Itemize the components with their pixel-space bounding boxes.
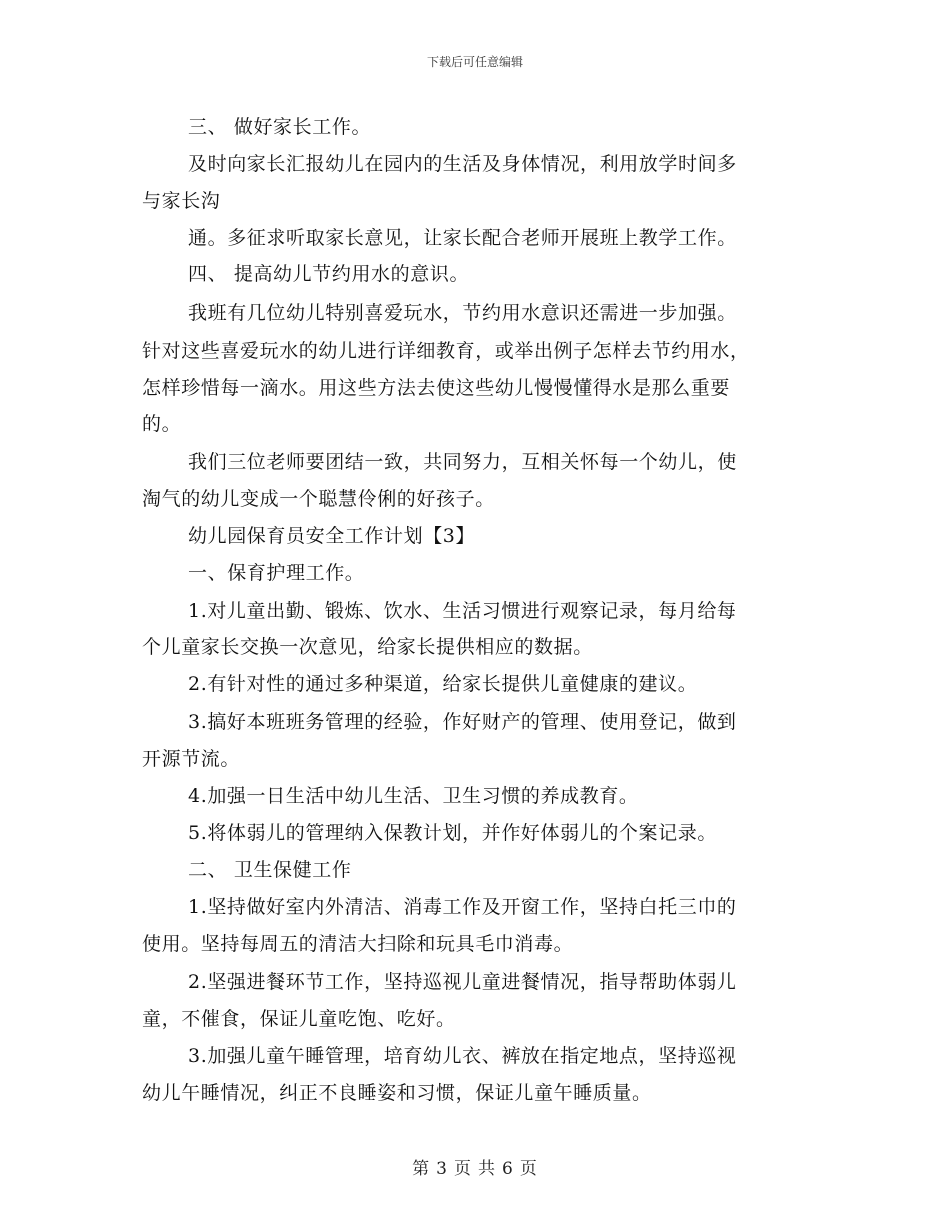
paragraph-line: 的。	[142, 413, 182, 435]
paragraph-line: 怎样珍惜每一滴水。用这些方法去使这些幼儿慢慢懂得水是那么重要	[142, 377, 731, 399]
list-item-continuation: 个儿童家长交换一次意见，给家长提供相应的数据。	[142, 636, 593, 658]
list-item: 5.将体弱儿的管理纳入保教计划，并作好体弱儿的个案记录。	[188, 822, 717, 844]
document-section-title: 幼儿园保育员安全工作计划【3】	[188, 525, 476, 547]
footer-total-unit: 页	[519, 1159, 538, 1179]
footer-page-unit: 页	[454, 1159, 472, 1179]
section-heading-care: 一、保育护理工作。	[188, 562, 365, 584]
list-item: 2.坚强进餐环节工作，坚持巡视儿童进餐情况，指导帮助体弱儿	[188, 971, 737, 993]
section-heading-parents: 三、 做好家长工作。	[188, 116, 372, 138]
footer-prefix: 第	[412, 1159, 431, 1179]
page-footer	[0, 1154, 950, 1179]
list-item-continuation: 使用。坚持每周五的清洁大扫除和玩具毛巾消毒。	[142, 933, 574, 955]
list-item: 1.对儿童出勤、锻炼、饮水、生活习惯进行观察记录，每月给每	[188, 600, 737, 622]
paragraph-line: 及时向家长汇报幼儿在园内的生活及身体情况，利用放学时间多	[188, 153, 737, 175]
page-header: 下载后可任意编辑	[426, 55, 523, 69]
list-item-continuation: 开源节流。	[142, 748, 241, 770]
list-item-continuation: 童，不催食，保证儿童吃饱、吃好。	[142, 1008, 456, 1030]
section-heading-water: 四、 提高幼儿节约用水的意识。	[188, 263, 470, 285]
paragraph-line: 针对这些喜爱玩水的幼儿进行详细教育，或举出例子怎样去节约用水，	[142, 340, 750, 362]
paragraph-line: 我们三位老师要团结一致，共同努力，互相关怀每一个幼儿，使	[188, 451, 737, 473]
footer-total-prefix: 共	[478, 1159, 496, 1179]
paragraph-line: 通。多征求听取家长意见，让家长配合老师开展班上教学工作。	[188, 227, 737, 249]
footer-page-number: 3	[436, 1159, 448, 1179]
list-item-continuation: 幼儿午睡情况，纠正不良睡姿和习惯，保证儿童午睡质量。	[142, 1082, 652, 1104]
footer-total-pages: 6	[502, 1159, 514, 1179]
list-item: 3.搞好本班班务管理的经验，作好财产的管理、使用登记，做到	[188, 711, 737, 733]
paragraph-line: 淘气的幼儿变成一个聪慧伶俐的好孩子。	[142, 488, 495, 510]
list-item: 4.加强一日生活中幼儿生活、卫生习惯的养成教育。	[188, 785, 639, 807]
paragraph-line: 与家长沟	[142, 190, 221, 212]
list-item: 3.加强儿童午睡管理，培育幼儿衣、裤放在指定地点，坚持巡视	[188, 1045, 737, 1067]
list-item: 1.坚持做好室内外清洁、消毒工作及开窗工作，坚持白托三巾的	[188, 896, 737, 918]
paragraph-line: 我班有几位幼儿特别喜爱玩水，节约用水意识还需进一步加强。	[188, 302, 737, 324]
list-item: 2.有针对性的通过多种渠道，给家长提供儿童健康的建议。	[188, 673, 698, 695]
section-heading-hygiene: 二、 卫生保健工作	[188, 859, 352, 881]
